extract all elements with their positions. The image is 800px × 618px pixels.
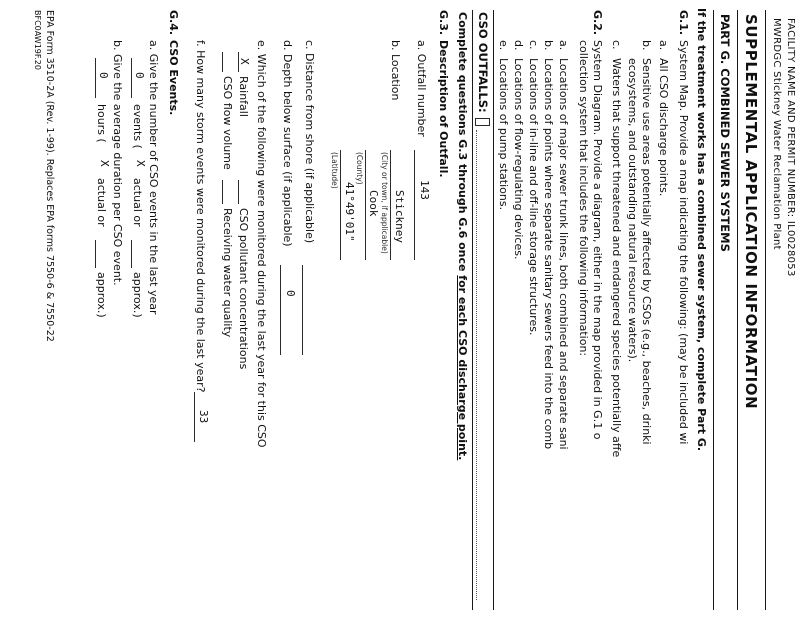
part-g-heading: PART G. COMBINED SEWER SYSTEMS (718, 14, 732, 252)
g3-e-label: e. Which of the following were monitored during the last year for this CSO (255, 40, 268, 448)
g3-number: G.3. (437, 10, 450, 36)
cso-events-line (131, 58, 132, 98)
cso-heading-box (475, 118, 490, 126)
events-label: events ( (131, 104, 144, 149)
duration-approx-check-line (95, 240, 96, 268)
g2-c-letter: c. (527, 40, 540, 50)
location-latitude-line (340, 150, 341, 260)
events-actual-mark: X (134, 160, 147, 167)
location-city-value: Stickney (393, 190, 406, 243)
g2-d-text: Locations of flow-regulating devices. (512, 58, 525, 260)
duration-approx-label: approx.) (95, 272, 108, 318)
city-caption: (City or town, if applicable) (380, 152, 389, 254)
cso-dotted-line (476, 130, 477, 600)
g1-c-text: Waters that support threatened and endangered species potentially affe (610, 58, 623, 458)
cso-instruction-line (455, 12, 469, 460)
events-approx-check-line (131, 240, 132, 268)
cso-conc-check-line (238, 180, 239, 204)
g2-number: G.2. (591, 10, 604, 36)
g2-c-text: Locations of in-line and off-line storage structures. (527, 58, 540, 336)
g2-d-letter: d. (512, 40, 525, 51)
events-actual-label: actual or (131, 178, 144, 227)
duration-line (95, 58, 96, 98)
cso-heading-rule (472, 10, 473, 610)
location-county-line (365, 150, 366, 260)
header-rule (765, 10, 766, 610)
receiving-quality-check-line (222, 180, 223, 204)
g2-text-2: collection system that includes the following information: (577, 40, 590, 357)
g2-e-text: Locations of pump stations. (497, 58, 510, 211)
epa-form-footer: EPA Form 3510-2A (Rev. 1-99). Replaces EPA forms 7550-6 & 7550-22 (44, 10, 55, 342)
facility-name: MWRDGC Stickney Water Reclamation Plant (771, 18, 782, 250)
g1-a-letter: a. (657, 40, 670, 51)
g4-number: G.4. (167, 10, 180, 36)
cso-events-value: 0 (133, 72, 146, 79)
rainfall-label: Rainfall (237, 76, 250, 117)
storm-events-value: 33 (197, 410, 210, 424)
g2-e-letter: e. (497, 40, 510, 51)
cso-concentrations-label: CSO pollutant concentrations (237, 208, 250, 370)
location-city-line (390, 150, 391, 260)
g3-f-label: f. How many storm events were monitored during the last year? (194, 40, 207, 393)
cso-outfalls-heading: CSO OUTFALLS: (476, 12, 490, 113)
g2-b-text: Locations of points where separate sanitary sewers feed into the comb (542, 58, 555, 450)
location-county-value: Cook (367, 190, 380, 217)
form-title: SUPPLEMENTAL APPLICATION INFORMATION (742, 14, 760, 410)
rainfall-check-line (238, 52, 239, 72)
events-approx-label: approx.) (131, 272, 144, 318)
g1-b-letter: b. (640, 40, 653, 51)
cso-instruction-part-2: for each CSO discharge point. (456, 275, 469, 461)
distance-line (302, 265, 303, 355)
cso-instruction-part-1: Complete questions G.3 through G.6 once (456, 12, 469, 276)
document-code: BFC0AW19F.20 (33, 10, 42, 70)
duration-value: 0 (97, 72, 110, 79)
g1-text: System Map. Provide a map indicating the following: (may be included wi (677, 40, 690, 445)
county-caption: (County) (355, 152, 364, 185)
g1-b-text-2: ecosystems, and outstanding natural resource waters). (626, 58, 639, 363)
g2-text: System Diagram. Provide a diagram, either in the map provided in G.1 o (591, 40, 604, 440)
latitude-caption: (Latitude) (330, 152, 339, 189)
depth-value: 0 (284, 290, 297, 297)
g2-b-letter: b. (542, 40, 555, 51)
part-g-intro: If the treatment works has a combined sewer system, complete Part G. (695, 8, 708, 452)
rainfall-mark: X (238, 58, 251, 65)
g2-a-letter: a. (557, 40, 570, 51)
cso-top-rule (493, 10, 494, 610)
facility-name-permit-line: FACILITY NAME AND PERMIT NUMBER: IL0028053 (785, 18, 796, 277)
title-rule (737, 10, 738, 610)
duration-actual-label: actual or (95, 178, 108, 227)
g4-title: CSO Events. (167, 40, 180, 116)
g3-title: Description of Outfall. (437, 40, 450, 178)
hours-label: hours ( (95, 104, 108, 143)
g3-b-label: b. Location (389, 40, 402, 101)
g3-d-label: d. Depth below surface (if applicable) (281, 40, 294, 247)
g1-b-text: Sensitive use areas potentially affected by CSOs (e.g., beaches, drinki (640, 58, 653, 445)
part-g-rule (713, 10, 714, 610)
g1-a-text: All CSO discharge points. (657, 58, 670, 197)
g4-a-label: a. Give the number of CSO events in the last year (147, 40, 160, 315)
outfall-number-line (414, 150, 415, 260)
flow-volume-check-line (222, 52, 223, 72)
storm-events-line (194, 392, 195, 442)
g3-a-label: a. Outfall number (415, 40, 428, 137)
outfall-number-value: 143 (418, 180, 431, 200)
cso-flow-volume-label: CSO flow volume (221, 76, 234, 170)
location-latitude-value: 41°49'01" (343, 182, 356, 242)
duration-actual-mark: X (98, 160, 111, 167)
g4-b-label: b. Give the average duration per CSO event. (111, 40, 124, 286)
receiving-water-quality-label: Receiving water quality (221, 208, 234, 338)
g1-number: G.1. (677, 10, 690, 36)
depth-line (280, 265, 281, 355)
g1-c-letter: c. (610, 40, 623, 50)
g3-c-label: c. Distance from shore (if applicable) (303, 40, 316, 244)
g2-a-text: Locations of major sewer trunk lines, both combined and separate sani (557, 58, 570, 450)
